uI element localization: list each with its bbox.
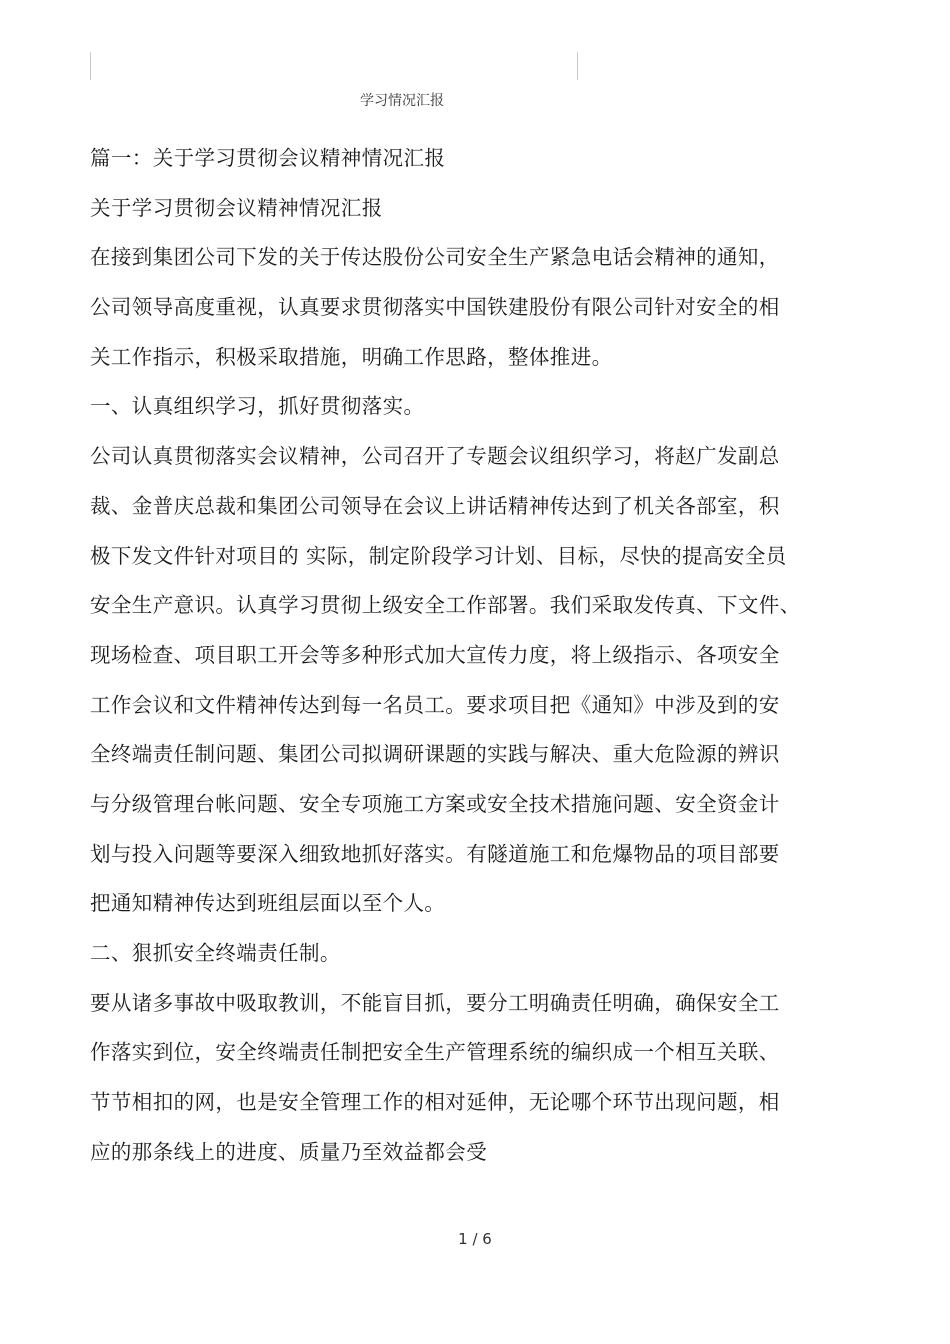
- running-header: 学习情况汇报: [360, 93, 444, 109]
- section-heading-1: 一、认真组织学习，抓好贯彻落实。: [90, 394, 425, 419]
- paragraph-line: 工作会议和文件精神传达到每一名员工。要求项目把《通知》中涉及到的安: [90, 692, 780, 717]
- paragraph-line: 裁、金普庆总裁和集团公司领导在会议上讲话精神传达到了机关各部室，积: [90, 493, 780, 518]
- paragraph-line: 把通知精神传达到班组层面以至个人。: [90, 891, 446, 916]
- paragraph-line: 全终端责任制问题、集团公司拟调研课题的实践与解决、重大危险源的辨识: [90, 742, 780, 767]
- paragraph-line: 作落实到位，安全终端责任制把安全生产管理系统的编织成一个相互关联、: [90, 1040, 780, 1065]
- paragraph-line: 与分级管理台帐问题、安全专项施工方案或安全技术措施问题、安全资金计: [90, 791, 780, 816]
- paragraph-line: 安全生产意识。认真学习贯彻上级安全工作部署。我们采取发传真、下文件、: [90, 593, 801, 618]
- header-margin-mark-right: [577, 52, 578, 80]
- paragraph-line: 现场检查、项目职工开会等多种形式加大宣传力度，将上级指示、各项安全: [90, 642, 780, 667]
- section-heading-2: 二、狠抓安全终端责任制。: [90, 941, 341, 965]
- paragraph-line: 应的那条线上的进度、质量乃至效益都会受: [90, 1139, 488, 1164]
- heading-article-title: 篇一：关于学习贯彻会议精神情况汇报: [90, 146, 446, 170]
- paragraph-line: 在接到集团公司下发的关于传达股份公司安全生产紧急电话会精神的通知，: [90, 245, 780, 270]
- paragraph-line: 公司认真贯彻落实会议精神，公司召开了专题会议组织学习，将赵广发副总: [90, 444, 780, 469]
- paragraph-line: 节节相扣的网，也是安全管理工作的相对延伸，无论哪个环节出现问题，相: [90, 1090, 780, 1115]
- header-margin-mark-left: [90, 52, 91, 80]
- paragraph-line: 关工作指示，积极采取措施，明确工作思路，整体推进。: [90, 344, 613, 369]
- paragraph-line: 极下发文件针对项目的 实际，制定阶段学习计划、目标，尽快的提高安全员: [90, 543, 787, 568]
- paragraph-line: 要从诸多事故中吸取教训，不能盲目抓，要分工明确责任明确，确保安全工: [90, 990, 780, 1015]
- paragraph-line: 公司领导高度重视，认真要求贯彻落实中国铁建股份有限公司针对安全的相: [90, 295, 780, 320]
- document-body: [90, 134, 846, 1177]
- page-number: 1 / 6: [458, 1230, 492, 1248]
- report-title: 关于学习贯彻会议精神情况汇报: [90, 195, 383, 220]
- paragraph-line: 划与投入问题等要深入细致地抓好落实。有隧道施工和危爆物品的项目部要: [90, 841, 780, 866]
